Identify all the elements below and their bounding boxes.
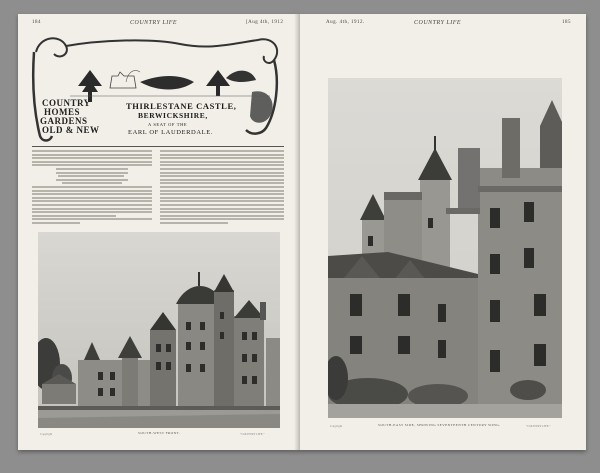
left-page-date: [Aug 4th, 1912: [246, 20, 284, 25]
masthead-old-new: OLD & NEW: [42, 125, 100, 135]
article-text-column-2: [160, 150, 284, 228]
article-location: BERWICKSHIRE,: [138, 111, 208, 120]
left-photo-copyright: Copyright: [40, 432, 53, 436]
masthead-country: COUNTRY: [42, 98, 91, 108]
right-running-title: COUNTRY LIFE: [414, 20, 462, 26]
masthead-homes: HOMES: [44, 107, 81, 117]
left-page: [18, 14, 298, 450]
right-photo-copyright: Copyright: [330, 424, 343, 428]
south-east-side-photo: [328, 78, 562, 418]
right-page: [300, 14, 586, 450]
article-subtitle-earl: EARL OF LAUDERDALE.: [128, 129, 214, 136]
left-photo-credit: "COUNTRY LIFE.": [240, 432, 265, 436]
right-photo-caption: SOUTH-EAST SIDE, SHOWING SEVENTEENTH CENTURY WING.: [378, 423, 501, 427]
masthead: [30, 32, 286, 144]
south-west-front-photo: [38, 232, 280, 428]
left-running-title: COUNTRY LIFE: [130, 20, 178, 26]
right-page-number: 185: [562, 20, 571, 25]
right-page-date: Aug. 4th, 1912.: [326, 20, 365, 25]
left-page-number: 184: [32, 20, 41, 25]
article-subtitle-seat: A SEAT OF THE: [148, 122, 188, 127]
article-title: THIRLESTANE CASTLE,: [126, 101, 237, 111]
header-rule: [32, 146, 284, 147]
masthead-gardens: GARDENS: [40, 116, 88, 126]
article-text-column-1: [32, 150, 152, 228]
magazine-spread: [18, 14, 586, 450]
left-photo-caption: SOUTH-WEST FRONT.: [138, 431, 181, 435]
right-photo-credit: "COUNTRY LIFE.": [526, 424, 551, 428]
